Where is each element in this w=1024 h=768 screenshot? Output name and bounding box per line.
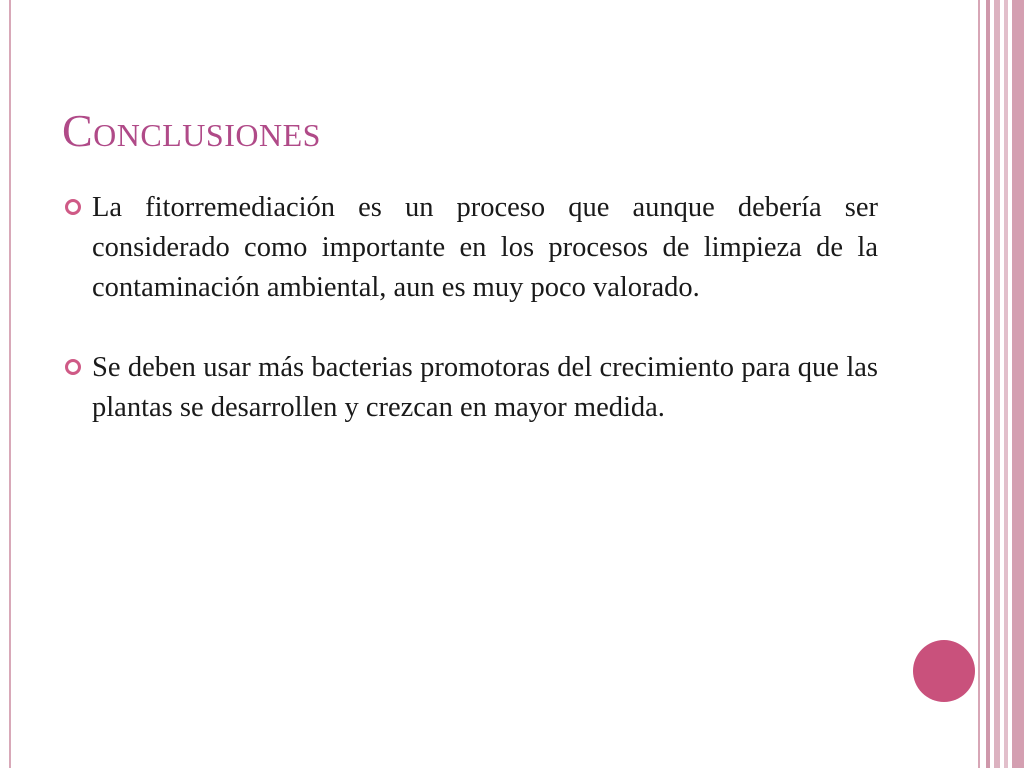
bullet-item: [62, 188, 878, 308]
right-stripe: [978, 0, 980, 768]
right-stripe: [1004, 0, 1008, 768]
ring-bullet-icon: [65, 359, 81, 375]
bullet-item: [62, 348, 878, 428]
right-stripe: [986, 0, 990, 768]
bullet-text: La fitorremediación es un proceso que aunque debería ser considerado como importante en los procesos de limpieza de la contaminación ambiental, aun es muy poco valorado.: [92, 192, 878, 303]
slide-title: Conclusiones: [62, 105, 321, 156]
circle-decoration-icon: [913, 640, 975, 702]
left-border-line: [9, 0, 11, 768]
right-stripe: [1012, 0, 1024, 768]
ring-bullet-icon: [65, 199, 81, 215]
bullet-text: Se deben usar más bacterias promotoras del crecimiento para que las plantas se desarrollen y crezcan en mayor medida.: [92, 352, 878, 423]
bullet-list: [62, 188, 878, 468]
right-stripe: [994, 0, 1000, 768]
